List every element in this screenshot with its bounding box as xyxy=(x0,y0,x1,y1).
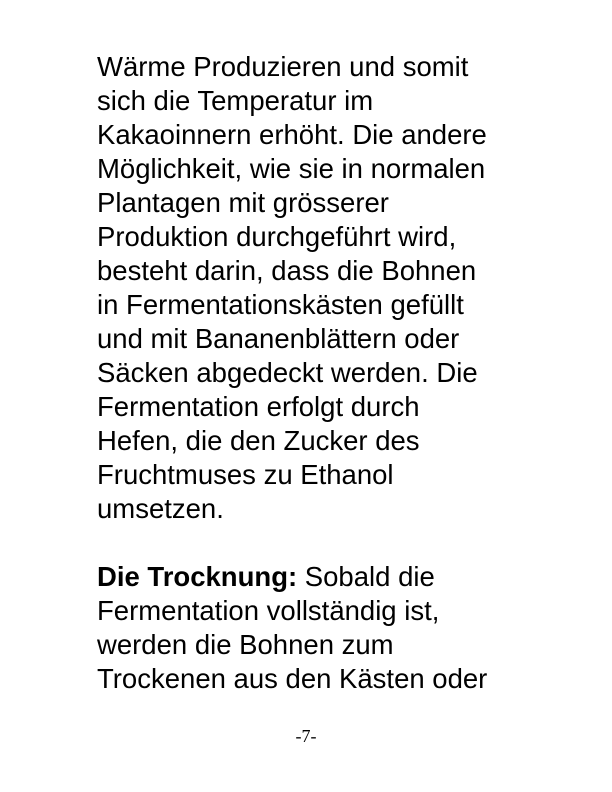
text-line: Produktion durchgeführt wird, xyxy=(97,221,457,252)
section-heading: Die Trocknung: xyxy=(97,561,298,592)
text-line: Fermentation vollständig ist, xyxy=(97,595,440,626)
text-line: und mit Bananenblättern oder xyxy=(97,323,460,354)
section-heading-line xyxy=(97,560,567,594)
paragraph-gap xyxy=(97,526,567,560)
page-number: -7- xyxy=(295,726,317,746)
heading-line-text: Sobald die xyxy=(297,561,435,592)
text-line: Kakaoinnern erhöht. Die andere xyxy=(97,119,487,150)
text-line: Säcken abgedeckt werden. Die xyxy=(97,357,478,388)
text-line: Möglichkeit, wie sie in normalen xyxy=(97,153,486,184)
text-line: Fruchtmuses zu Ethanol xyxy=(97,459,394,490)
text-line: Trockenen aus den Kästen oder xyxy=(97,663,488,694)
text-line: umsetzen. xyxy=(97,493,224,524)
text-line: Fermentation erfolgt durch xyxy=(97,391,420,422)
text-line: Wärme Produzieren und somit xyxy=(97,51,469,82)
text-line: Plantagen mit grösserer xyxy=(97,187,389,218)
body-text xyxy=(97,50,567,696)
text-line: in Fermentationskästen gefüllt xyxy=(97,289,464,320)
text-line: sich die Temperatur im xyxy=(97,85,374,116)
text-line: besteht darin, dass die Bohnen xyxy=(97,255,477,286)
text-line: Hefen, die den Zucker des xyxy=(97,425,420,456)
text-line: werden die Bohnen zum xyxy=(97,629,394,660)
